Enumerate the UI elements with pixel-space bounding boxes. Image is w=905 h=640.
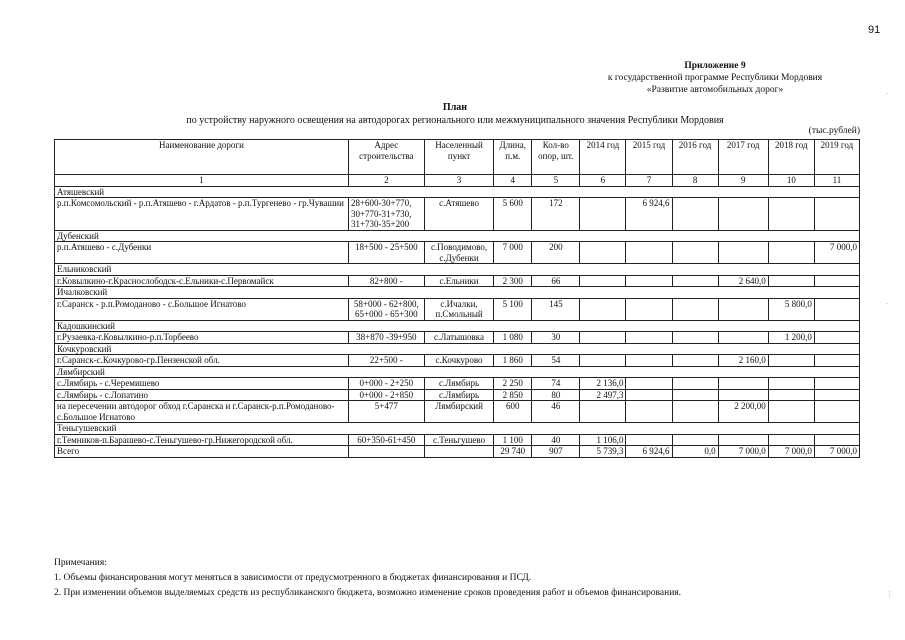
road-name: р.п.Комсомольский - р.п.Атяшево - г.Ардатов - р.п.Тургенево - гр.Чувашии	[55, 198, 349, 231]
district-row	[55, 287, 860, 299]
table-row	[55, 275, 860, 287]
y2017-cell	[718, 389, 768, 401]
address-cell: 60+350-61+450	[348, 434, 424, 446]
y2019-cell	[814, 389, 859, 401]
locality-cell: с.Латышовка	[424, 332, 494, 344]
y2014-cell	[580, 275, 626, 287]
y2018-cell	[768, 242, 814, 264]
address-cell: 5+477	[348, 401, 424, 423]
length-cell: 1 080	[494, 332, 532, 344]
column-number: 5	[532, 175, 580, 187]
header-2018: 2018 год	[768, 140, 814, 175]
total-address	[348, 446, 424, 458]
y2017-cell: 2 160,0	[718, 355, 768, 367]
y2018-cell	[768, 401, 814, 423]
road-name: с.Лямбирь - с.Черемишево	[55, 378, 349, 390]
y2015-cell	[626, 401, 672, 423]
poles-cell: 30	[532, 332, 580, 344]
units-label: (тыс.рублей)	[808, 126, 860, 136]
y2017-cell	[718, 298, 768, 320]
length-cell: 7 000	[494, 242, 532, 264]
address-cell: 18+500 - 25+500	[348, 242, 424, 264]
y2017-cell	[718, 434, 768, 446]
road-name: с.Лямбирь - с.Лопатино	[55, 389, 349, 401]
district-name: Ичалковский	[55, 287, 860, 299]
note-1: 1. Объемы финансирования могут меняться в зависимости от предусмотренного в бюджетах финансирования и ПСД.	[54, 573, 532, 583]
table-row	[55, 355, 860, 367]
y2019-cell	[814, 434, 859, 446]
header-2016: 2016 год	[672, 140, 718, 175]
header-row	[55, 140, 860, 175]
header-2017: 2017 год	[718, 140, 768, 175]
total-length: 29 740	[494, 446, 532, 458]
y2018-cell	[768, 389, 814, 401]
y2017-cell: 2 200,00	[718, 401, 768, 423]
margin-mark: ·	[886, 90, 889, 98]
header-length: Длина, п.м.	[494, 140, 532, 175]
length-cell: 5 100	[494, 298, 532, 320]
y2019-cell	[814, 355, 859, 367]
road-name: г.Ковылкино-г.Краснослободск-с.Ельники-с.Первомайск	[55, 275, 349, 287]
header-2015: 2015 год	[626, 140, 672, 175]
y2018-cell	[768, 434, 814, 446]
length-cell: 2 300	[494, 275, 532, 287]
margin-mark: ⋮	[886, 590, 893, 598]
y2016-cell	[672, 198, 718, 231]
locality-cell: с.Кочкурово	[424, 355, 494, 367]
address-cell: 82+800 -	[348, 275, 424, 287]
y2018-cell	[768, 198, 814, 231]
district-row	[55, 320, 860, 332]
y2014-cell: 2 136,0	[580, 378, 626, 390]
column-number: 2	[348, 175, 424, 187]
district-row	[55, 230, 860, 242]
address-cell: 58+000 - 62+800, 65+000 - 65+300	[348, 298, 424, 320]
road-name: р.п.Атяшево - с.Дубенки	[55, 242, 349, 264]
district-name: Кадошкинский	[55, 320, 860, 332]
header-address: Адрес строительства	[348, 140, 424, 175]
y2015-cell	[626, 275, 672, 287]
y2016-cell	[672, 332, 718, 344]
y2014-cell	[580, 401, 626, 423]
district-name: Дубенский	[55, 230, 860, 242]
district-name: Лямбирский	[55, 366, 860, 378]
table-row	[55, 298, 860, 320]
notes-block	[54, 556, 681, 601]
plan-subtitle: по устройству наружного освещения на автодорогах регионального или межмуниципального значения Республики Мордовия	[186, 115, 724, 126]
district-row	[55, 264, 860, 276]
y2017-cell	[718, 378, 768, 390]
length-cell: 600	[494, 401, 532, 423]
y2016-cell	[672, 401, 718, 423]
length-cell: 2 250	[494, 378, 532, 390]
y2018-cell	[768, 275, 814, 287]
locality-cell: с.Теньгушево	[424, 434, 494, 446]
poles-cell: 54	[532, 355, 580, 367]
y2018-cell: 5 800,0	[768, 298, 814, 320]
total-2015: 6 924,6	[626, 446, 672, 458]
poles-cell: 145	[532, 298, 580, 320]
total-2017: 7 000,0	[718, 446, 768, 458]
total-locality	[424, 446, 494, 458]
y2017-cell: 2 640,0	[718, 275, 768, 287]
length-cell: 5 600	[494, 198, 532, 231]
locality-cell: Лямбирский	[424, 401, 494, 423]
district-row	[55, 186, 860, 198]
address-cell: 28+600-30+770, 30+770-31+730, 31+730-35+200	[348, 198, 424, 231]
y2016-cell	[672, 434, 718, 446]
header-poles: Кол-во опор, шт.	[532, 140, 580, 175]
note-2: 2. При изменении объемов выделяемых средств из республиканского бюджета, возможно изменение сроков проведения работ и объемов финансирования.	[54, 588, 682, 598]
table-row	[55, 242, 860, 264]
y2016-cell	[672, 355, 718, 367]
plan-table	[54, 139, 860, 458]
y2014-cell	[580, 332, 626, 344]
margin-mark: ·	[886, 300, 889, 308]
y2016-cell	[672, 298, 718, 320]
y2015-cell	[626, 434, 672, 446]
road-name: г.Саранск-с.Кочкурово-гр.Пензенской обл.	[55, 355, 349, 367]
y2018-cell	[768, 355, 814, 367]
y2018-cell	[768, 378, 814, 390]
column-number: 3	[424, 175, 494, 187]
column-number-row	[55, 175, 860, 187]
total-2016: 0,0	[672, 446, 718, 458]
road-name: г.Рузаевка-г.Ковылкино-р.п.Торбеево	[55, 332, 349, 344]
header-road: Наименование дороги	[55, 140, 349, 175]
poles-cell: 46	[532, 401, 580, 423]
header-2014: 2014 год	[580, 140, 626, 175]
y2015-cell	[626, 355, 672, 367]
district-row	[55, 366, 860, 378]
y2016-cell	[672, 389, 718, 401]
appendix-line-1: к государственной программе Республики Мордовия	[607, 73, 823, 83]
plan-title-block	[60, 101, 850, 127]
y2014-cell	[580, 242, 626, 264]
y2019-cell: 7 000,0	[814, 242, 859, 264]
table-row	[55, 401, 860, 423]
column-number: 6	[580, 175, 626, 187]
total-2018: 7 000,0	[768, 446, 814, 458]
y2019-cell	[814, 332, 859, 344]
table-row	[55, 389, 860, 401]
appendix-header	[560, 60, 870, 96]
locality-cell: с.Лямбирь	[424, 378, 494, 390]
header-2019: 2019 год	[814, 140, 859, 175]
road-name: г.Саранск - р.п.Ромоданово - с.Большое Игнатово	[55, 298, 349, 320]
y2014-cell	[580, 355, 626, 367]
y2016-cell	[672, 378, 718, 390]
district-name: Теньгушевский	[55, 423, 860, 435]
poles-cell: 40	[532, 434, 580, 446]
y2019-cell	[814, 275, 859, 287]
y2015-cell	[626, 332, 672, 344]
y2014-cell	[580, 298, 626, 320]
district-name: Атяшевский	[55, 186, 860, 198]
length-cell: 2 850	[494, 389, 532, 401]
table-row	[55, 332, 860, 344]
y2015-cell	[626, 298, 672, 320]
address-cell: 38+870 -39+950	[348, 332, 424, 344]
district-row	[55, 423, 860, 435]
y2019-cell	[814, 378, 859, 390]
y2019-cell	[814, 198, 859, 231]
column-number: 11	[814, 175, 859, 187]
address-cell: 0+000 - 2+250	[348, 378, 424, 390]
length-cell: 1 860	[494, 355, 532, 367]
table-row	[55, 434, 860, 446]
poles-cell: 80	[532, 389, 580, 401]
locality-cell: с.Ичалки, п.Смольный	[424, 298, 494, 320]
district-name: Кочкуровский	[55, 343, 860, 355]
page-number: 91	[868, 24, 881, 36]
poles-cell: 74	[532, 378, 580, 390]
district-name: Ельниковский	[55, 264, 860, 276]
address-cell: 22+500 -	[348, 355, 424, 367]
total-label: Всего	[55, 446, 349, 458]
total-2014: 5 739,3	[580, 446, 626, 458]
locality-cell: с.Поводимово, с.Дубенки	[424, 242, 494, 264]
y2014-cell: 1 106,0	[580, 434, 626, 446]
column-number: 4	[494, 175, 532, 187]
address-cell: 0+000 - 2+850	[348, 389, 424, 401]
district-row	[55, 343, 860, 355]
y2014-cell	[580, 198, 626, 231]
y2016-cell	[672, 242, 718, 264]
length-cell: 1 100	[494, 434, 532, 446]
total-poles: 907	[532, 446, 580, 458]
y2017-cell	[718, 332, 768, 344]
notes-title: Примечания:	[54, 558, 107, 568]
poles-cell: 200	[532, 242, 580, 264]
y2019-cell	[814, 298, 859, 320]
y2016-cell	[672, 275, 718, 287]
y2017-cell	[718, 198, 768, 231]
table-row	[55, 378, 860, 390]
locality-cell: с.Атяшево	[424, 198, 494, 231]
header-locality: Населенный пункт	[424, 140, 494, 175]
y2017-cell	[718, 242, 768, 264]
plan-title: План	[442, 102, 468, 113]
y2018-cell: 1 200,0	[768, 332, 814, 344]
y2015-cell: 6 924,6	[626, 198, 672, 231]
total-2019: 7 000,0	[814, 446, 859, 458]
y2015-cell	[626, 242, 672, 264]
column-number: 8	[672, 175, 718, 187]
column-number: 10	[768, 175, 814, 187]
poles-cell: 172	[532, 198, 580, 231]
table-row	[55, 198, 860, 231]
road-name: г.Темников-п.Барашево-с.Теньгушево-гр.Нижегородской обл.	[55, 434, 349, 446]
y2019-cell	[814, 401, 859, 423]
poles-cell: 66	[532, 275, 580, 287]
appendix-title: Приложение 9	[684, 61, 746, 71]
y2015-cell	[626, 389, 672, 401]
column-number: 9	[718, 175, 768, 187]
y2015-cell	[626, 378, 672, 390]
appendix-line-2: «Развитие автомобильных дорог»	[646, 85, 784, 95]
y2014-cell: 2 497,3	[580, 389, 626, 401]
road-name: на пересечении автодорог обход г.Саранска и г.Саранск-р.п.Ромоданово-с.Большое Игнатово	[55, 401, 349, 423]
locality-cell: с.Лямбирь	[424, 389, 494, 401]
column-number: 7	[626, 175, 672, 187]
locality-cell: с.Ельники	[424, 275, 494, 287]
column-number: 1	[55, 175, 349, 187]
total-row	[55, 446, 860, 458]
